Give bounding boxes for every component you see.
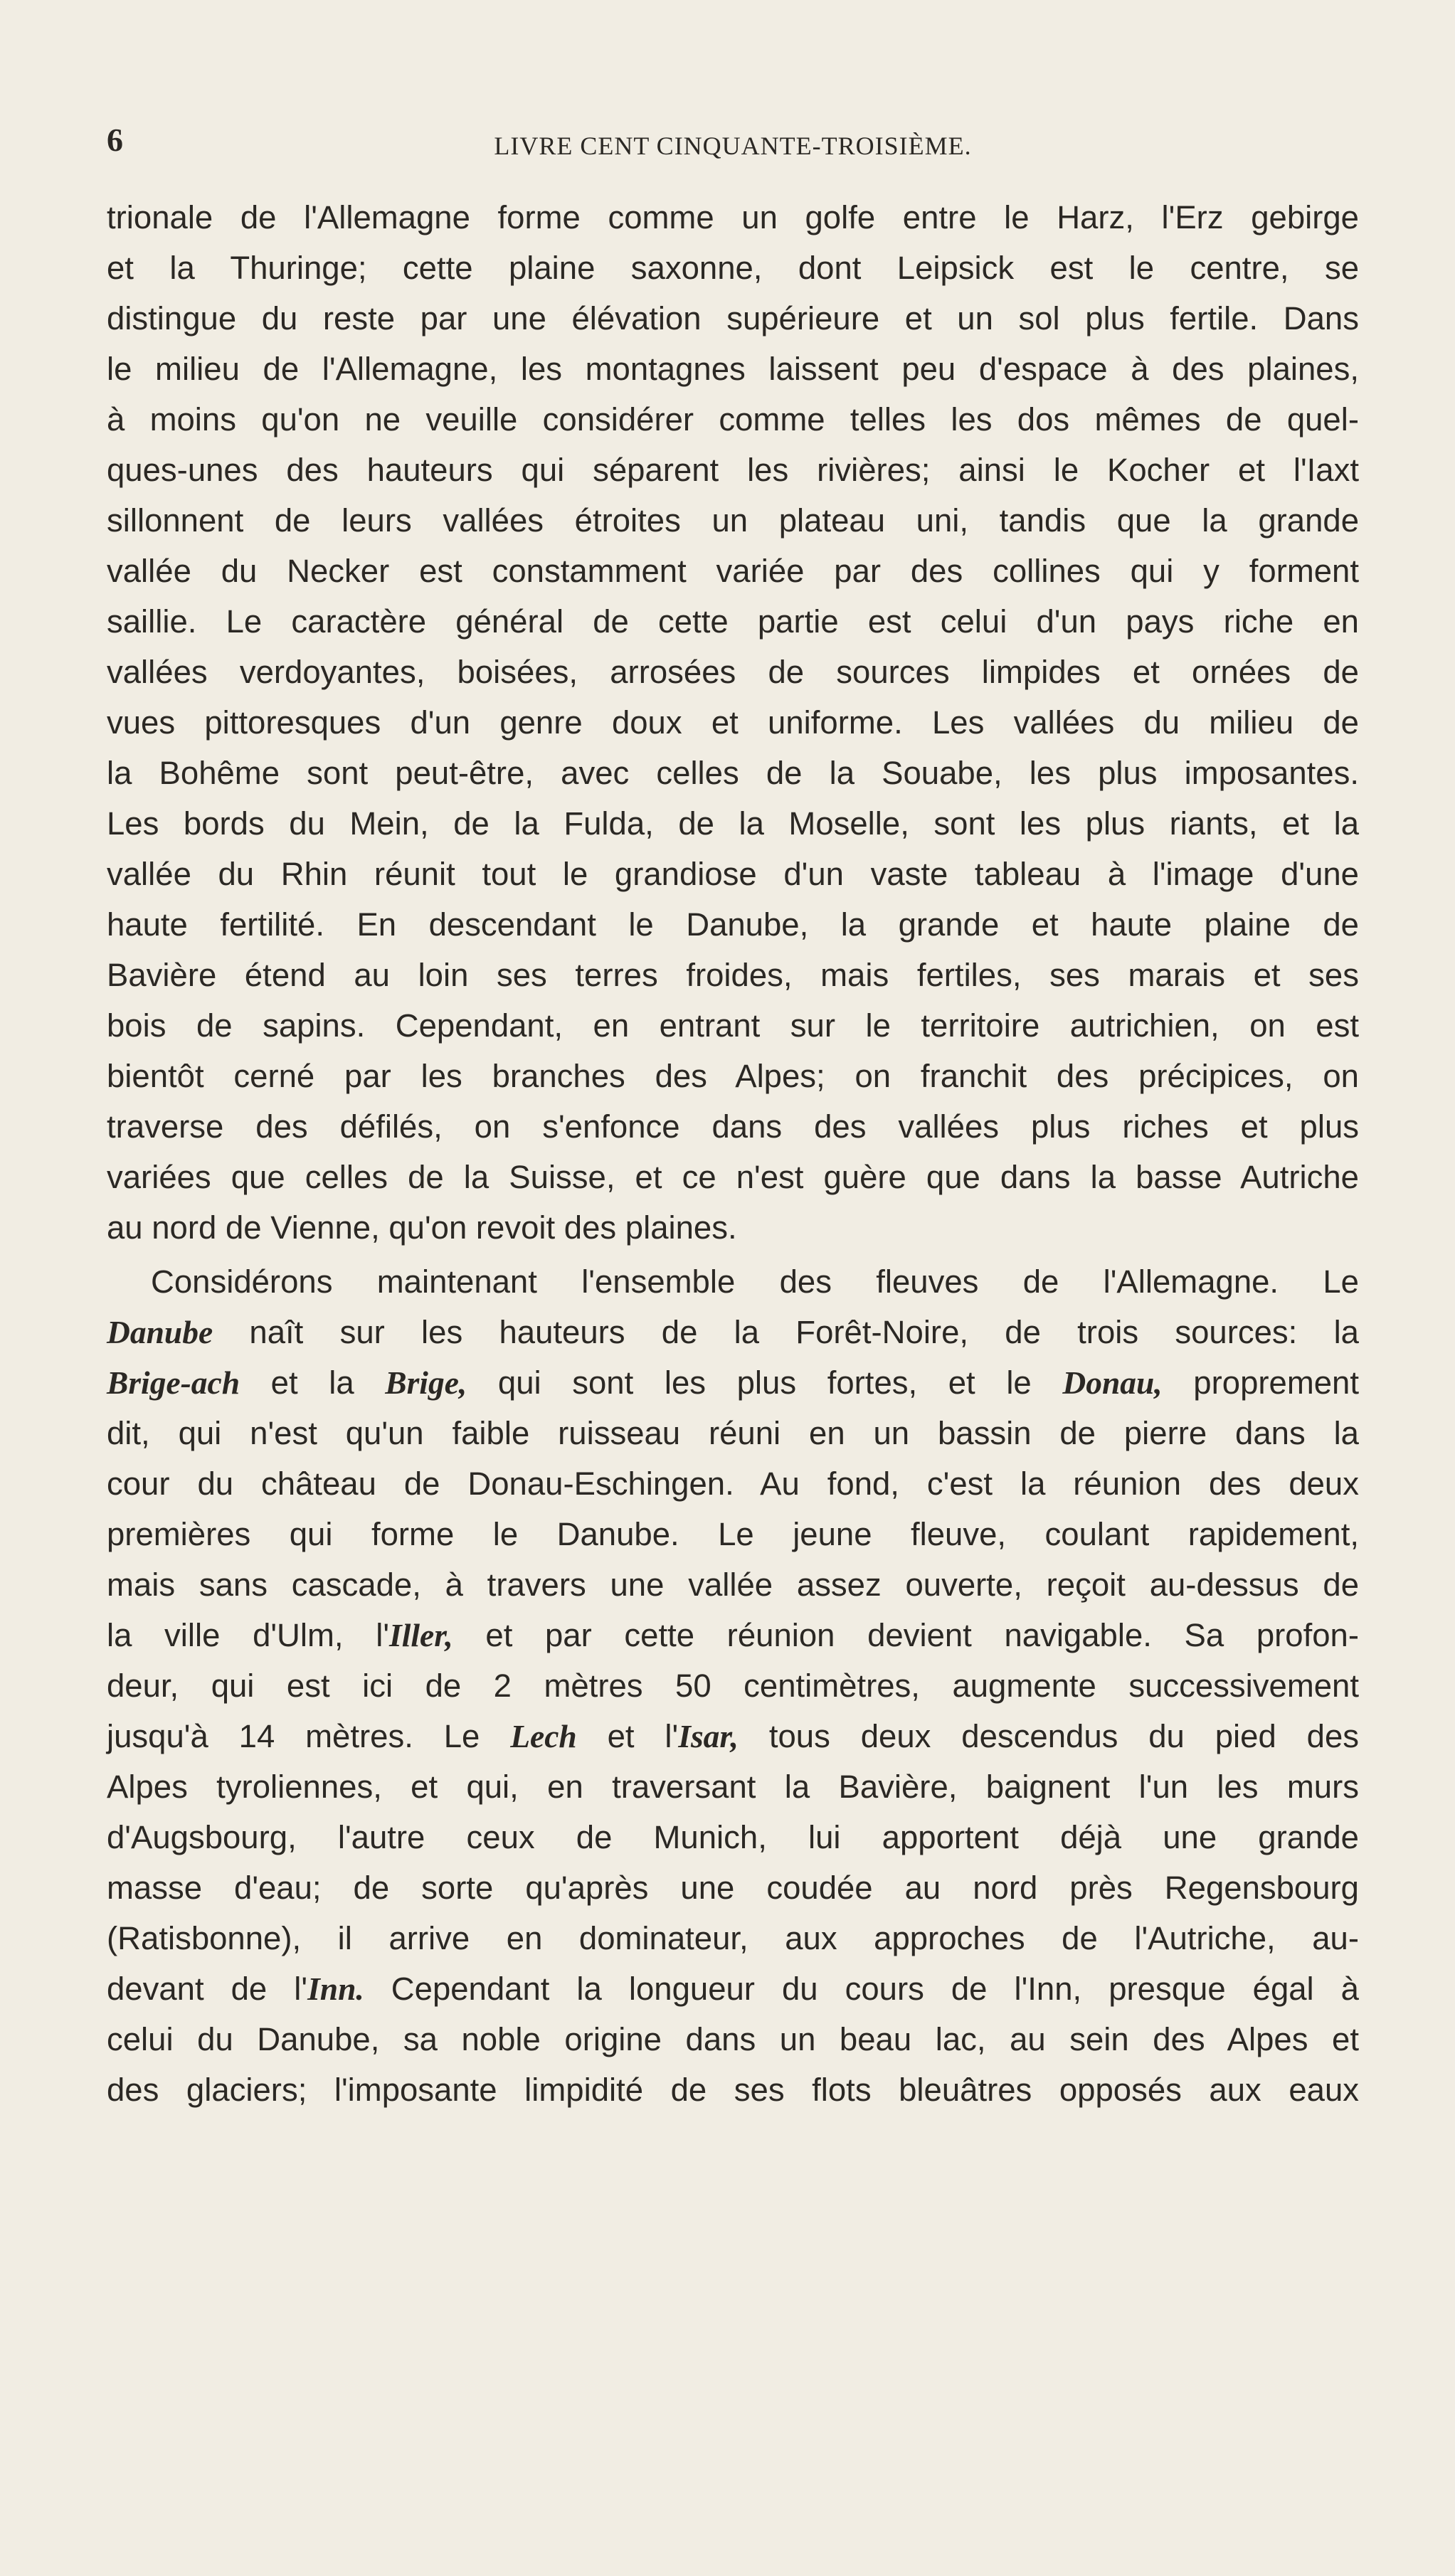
text-run: Cependant la longueur du cours de l'Inn, presque égal à <box>364 1971 1359 2007</box>
river-name-brige: Brige, <box>385 1364 467 1401</box>
text-line: (Ratisbonne), il arrive en dominateur, aux approches de l'Autriche, au- <box>107 1920 1359 1956</box>
text-run: jusqu'à 14 mètres. Le <box>107 1718 511 1754</box>
text-run: la ville d'Ulm, l' <box>107 1617 390 1653</box>
text-run: tous deux descendus du pied des <box>738 1718 1360 1754</box>
text-line: haute fertilité. En descendant le Danube, la grande et haute plaine de <box>107 906 1359 943</box>
text-line <box>107 1357 1359 1408</box>
river-name-isar: Isar, <box>678 1718 739 1754</box>
text-line: d'Augsbourg, l'autre ceux de Munich, lui apportent déjà une grande <box>107 1819 1359 1855</box>
text-line: vallée du Rhin réunit tout le grandiose d'un vaste tableau à l'image d'une <box>107 856 1359 892</box>
river-name-lech: Lech <box>510 1718 577 1754</box>
text-line: celui du Danube, sa noble origine dans un beau lac, au sein des Alpes et <box>107 2021 1359 2057</box>
text-line <box>107 1963 1359 2014</box>
text-line: des glaciers; l'imposante limpidité de ses flots bleuâtres opposés aux eaux <box>107 2072 1359 2108</box>
text-line: deur, qui est ici de 2 mètres 50 centimètres, augmente successivement <box>107 1668 1359 1704</box>
text-line: vallées verdoyantes, boisées, arrosées de sources limpides et ornées de <box>107 654 1359 690</box>
text-line: Bavière étend au loin ses terres froides, mais fertiles, ses marais et ses <box>107 957 1359 993</box>
text-line: Les bords du Mein, de la Fulda, de la Moselle, sont les plus riants, et la <box>107 805 1359 842</box>
text-line: vallée du Necker est constamment variée par des collines qui y forment <box>107 553 1359 589</box>
text-run: et l' <box>576 1718 679 1754</box>
text-run: et la <box>240 1364 386 1401</box>
river-name-brige-ach: Brige-ach <box>107 1364 240 1401</box>
text-line <box>107 1307 1359 1357</box>
page-number: 6 <box>107 122 123 158</box>
paragraph-1 <box>107 192 1359 1253</box>
text-line: la Bohême sont peut-être, avec celles de la Souabe, les plus imposantes. <box>107 755 1359 791</box>
text-line: le milieu de l'Allemagne, les montagnes laissent peu d'espace à des plaines, <box>107 351 1359 387</box>
text-line: mais sans cascade, à travers une vallée assez ouverte, reçoit au-dessus de <box>107 1567 1359 1603</box>
text-run: devant de l' <box>107 1971 308 2007</box>
body-text <box>107 192 1359 2115</box>
text-run: qui sont les plus fortes, et le <box>467 1364 1063 1401</box>
text-line: saillie. Le caractère général de cette partie est celui d'un pays riche en <box>107 603 1359 640</box>
text-line: sillonnent de leurs vallées étroites un plateau uni, tandis que la grande <box>107 502 1359 539</box>
text-line: cour du château de Donau-Eschingen. Au fond, c'est la réunion des deux <box>107 1465 1359 1502</box>
text-run: proprement <box>1162 1364 1359 1401</box>
text-line <box>107 1711 1359 1761</box>
river-name-donau: Donau, <box>1062 1364 1163 1401</box>
text-line: à moins qu'on ne veuille considérer comme telles les dos mêmes de quel- <box>107 401 1359 438</box>
text-line: Considérons maintenant l'ensemble des fleuves de l'Allemagne. Le <box>151 1263 1359 1300</box>
river-name-iller: Iller, <box>389 1617 453 1653</box>
text-run: et par cette réunion devient navigable. Sa profon- <box>453 1617 1359 1653</box>
text-line: et la Thuringe; cette plaine saxonne, dont Leipsick est le centre, se <box>107 250 1359 286</box>
river-name-danube: Danube <box>107 1314 213 1350</box>
text-line <box>107 1610 1359 1660</box>
text-line: masse d'eau; de sorte qu'après une coudée au nord près Regensbourg <box>107 1870 1359 1906</box>
text-line: au nord de Vienne, qu'on revoit des plaines. <box>107 1209 737 1246</box>
river-name-inn: Inn. <box>307 1971 364 2007</box>
text-line: bientôt cerné par les branches des Alpes; on franchit des précipices, on <box>107 1058 1359 1094</box>
text-line: dit, qui n'est qu'un faible ruisseau réuni en un bassin de pierre dans la <box>107 1415 1359 1451</box>
text-line: traverse des défilés, on s'enfonce dans des vallées plus riches et plus <box>107 1108 1359 1145</box>
text-line: distingue du reste par une élévation supérieure et un sol plus fertile. Dans <box>107 300 1359 336</box>
text-line: ques-unes des hauteurs qui séparent les rivières; ainsi le Kocher et l'Iaxt <box>107 452 1359 488</box>
text-line: premières qui forme le Danube. Le jeune fleuve, coulant rapidement, <box>107 1516 1359 1552</box>
book-page <box>107 114 1359 2115</box>
text-line: vues pittoresques d'un genre doux et uniforme. Les vallées du milieu de <box>107 704 1359 741</box>
paragraph-2 <box>107 1256 1359 2115</box>
text-run: naît sur les hauteurs de la Forêt-Noire, de trois sources: la <box>213 1314 1359 1350</box>
page-header <box>107 114 1359 192</box>
running-title: LIVRE CENT CINQUANTE-TROISIÈME. <box>494 132 972 160</box>
text-line: bois de sapins. Cependant, en entrant sur le territoire autrichien, on est <box>107 1007 1359 1044</box>
text-line: trionale de l'Allemagne forme comme un golfe entre le Harz, l'Erz gebirge <box>107 199 1359 235</box>
text-line: Alpes tyroliennes, et qui, en traversant la Bavière, baignent l'un les murs <box>107 1769 1359 1805</box>
text-line: variées que celles de la Suisse, et ce n'est guère que dans la basse Autriche <box>107 1159 1359 1195</box>
